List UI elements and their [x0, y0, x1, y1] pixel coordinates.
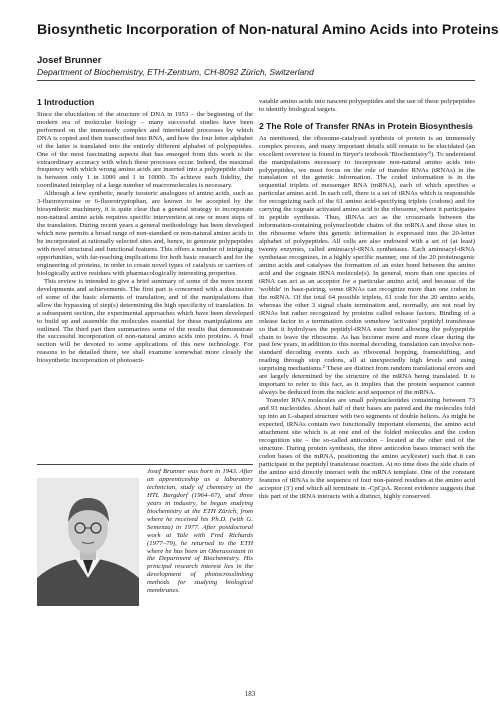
right-column	[259, 98, 475, 501]
author-bio	[37, 468, 253, 606]
bio-rule	[37, 464, 253, 465]
left-column	[37, 98, 253, 365]
article-title: Biosynthetic Incorporation of Non-natural Amino Acids into Proteins	[37, 22, 499, 38]
paragraph: Since the elucidation of the structure of DNA in 1953 – the beginning of the modern era of molecular biology – many successful studies have been performed on the immensely complex and interrelated processes by which DNA is copied and then transcribed into RNA, and how the four letter alphabet of the latter is translated into the entirely different alphabet of polypeptides. One of the most fascinating aspects that has emerged from this work is the extraordinary accuracy with which these processes occur. Indeed, the maximal frequency with which wrong amino acids are inserted into a polypeptide chain is between only 1 in 1000 and 1 in 10000. To achieve such fidelity, the coordinated interplay of a large number of macromolecules is necessary.	[37, 110, 253, 190]
paragraph: This review is intended to give a brief summary of some of the more recent developments and achievements. The first part is concerned with a discussion of some of the basic elements of translation, and of the manipulations that allow the bypassing of step(s) determining the high specificity of translation. In a subsequent section, the experimental approaches which have been developed to build up and assemble the molecules essential for these manipulations are outlined. The third part then summarizes some of the results that demonstrate the successful incorporation of non-natural amino acids into proteins. A final section will be devoted to some applications of this new technology. For reasons to be detailed there, we shall examine somewhat more closely the biosynthetic incorporation of photoacti-	[37, 277, 253, 365]
section-heading-introduction: 1 Introduction	[37, 97, 95, 107]
author-name: Josef Brunner	[37, 55, 102, 66]
paragraph: Transfer RNA molecules are small polynucleotides containing between 73 and 93 nucleotides. About half of their bases are paired and the molecules fold up into an L-shaped structure with two segments of double helices. As might be expected, tRNAs contain two functionally important elements, the amino acid attachment site which is at one end of the folded molecules and the codon recognition site – the so-called anticodon – located at the other end of the structure. During protein synthesis, the three anticodon bases interact with the codon bases of the mRNA, positioning the amino acyl(ester) such that it can participate in the peptidyl transferase reaction. At no time does the side chain of the amino acid directly interact with the mRNA template. One of the constant features of tRNAs is the sequence of four non-paired residues at the amino acid acceptor (3′) end which all terminate in -CpCpA. Recent evidence suggests that this part of the tRNA interacts with a distinct, highly conserved	[259, 397, 475, 500]
paragraph: As mentioned, the ribosome-catalysed synthesis of protein is an immensely complex process, and many important details still remain to be elucidated (an excellent overview is found in Stryer's textbook 'Biochemistry'¹). To understand the manipulations necessary to incorporate non-natural amino acids into polypeptides, we must focus on the role of transfer RNAs (tRNAs) in the translation of the genetic information. The coded information is in the sequential triplets of messenger RNA (mRNA), each of which specifies a particular amino acid. In each cell, there is a set of tRNAs which is responsible for recognizing each of the 61 amino acid-specifying triplets (codons) and for carrying the cognate activated amino acid to the ribosome, where it participates in peptide synthesis. Thus, tRNAs act as the crossroads between the information-containing polynucleotide chains of the mRNA and those sites in the ribosome where this genetic information is expressed into the 20-letter alphabet of polypeptides. All cells are also endowed with a set of (at least) twenty enzymes, called aminoacyl-tRNA synthetases. Each aminoacyl-tRNA synthetase recognizes, in a highly specific manner, one of the 20 proteinogenic amino acids and catalyses the formation of an ester bond between the amino acid and the cognate tRNA molecule(s). In general, more than one species of tRNA can act as an acceptor for a particular amino acid, and because of the 'wobble' in base-pairing, some tRNAs can recognize more than one codon in the mRNA. Of the total 64 possible triplets, 61 code for the 20 amino acids, whereas the other 3 signal chain termination and, normally, are not read by tRNAs but rather recognized by proteins called release factors. Binding of a release factor to a termination codon somehow 'activates' peptidyl transferase so that it hydrolyses the peptidyl-tRNA ester bond allowing the polypeptide chain to leave the ribosome. As has become more and more clear during the past few years, in addition to this normal decoding, translation can involve non-standard decoding events such as ribosomal hopping, frameshifting, and reading through stop codons, all at unexpectedly high levels and using surprising mechanisms.² These are distinct from random translational errors and are largely determined by the structure of the mRNA being translated. It is important to refer to this fact, as it implies that the protein sequence cannot always be deduced from the nucleic acid sequence of the mRNA.	[259, 134, 475, 397]
section-heading-trna: 2 The Role of Transfer RNAs in Protein Biosynthesis	[259, 120, 473, 131]
header-rule	[37, 80, 475, 81]
author-affiliation: Department of Biochemistry, ETH-Zentrum, CH-8092 Zürich, Switzerland	[37, 67, 314, 77]
page-number: 183	[244, 690, 256, 698]
author-photo	[37, 478, 139, 606]
paragraph: Although a few synthetic, nearly isosteric analogues of amino acids, such as 3-fluorotyrosine or 6-fluorotryptophan, are known to be accepted by the biosynthetic machinery, it is quite clear that a general strategy to incorporate non-natural amino acids requires specific intervention at one or more steps of the translation. During recent years a general methodology has been developed which now permits a broad range of non-standard or non-natural amino acids to be incorporated at rationally selected sites and, hence, to generate polypeptides with novel structural and functional features. This offers a number of intriguing opportunities, with far-reaching implications for both basic research and for the engineering of proteins, in order to create novel types of catalysts or carriers of biologically active residues with pharmacologically interesting properties.	[37, 190, 253, 277]
paragraph: vatable amino acids into nascent polypeptides and the use of these polypeptides to identify biological targets.	[259, 98, 475, 113]
bio-text: Josef Brunner was born in 1943. After an apprenticeship as a laboratory technician, study of chemistry at the HTL Burgdorf (1964–67), and three years in industry, he began studying biochemistry at the ETH Zürich, from where he received his Ph.D. (with G. Semenza) in 1977. After postdoctoral work at Yale with Fred Richards (1977–79), he returned to the ETH where he has been an Oberassistant in the Department of Biochemistry. His principal research interest lies in the development of photocrosslinking methods for studying biological membranes.	[147, 468, 253, 595]
